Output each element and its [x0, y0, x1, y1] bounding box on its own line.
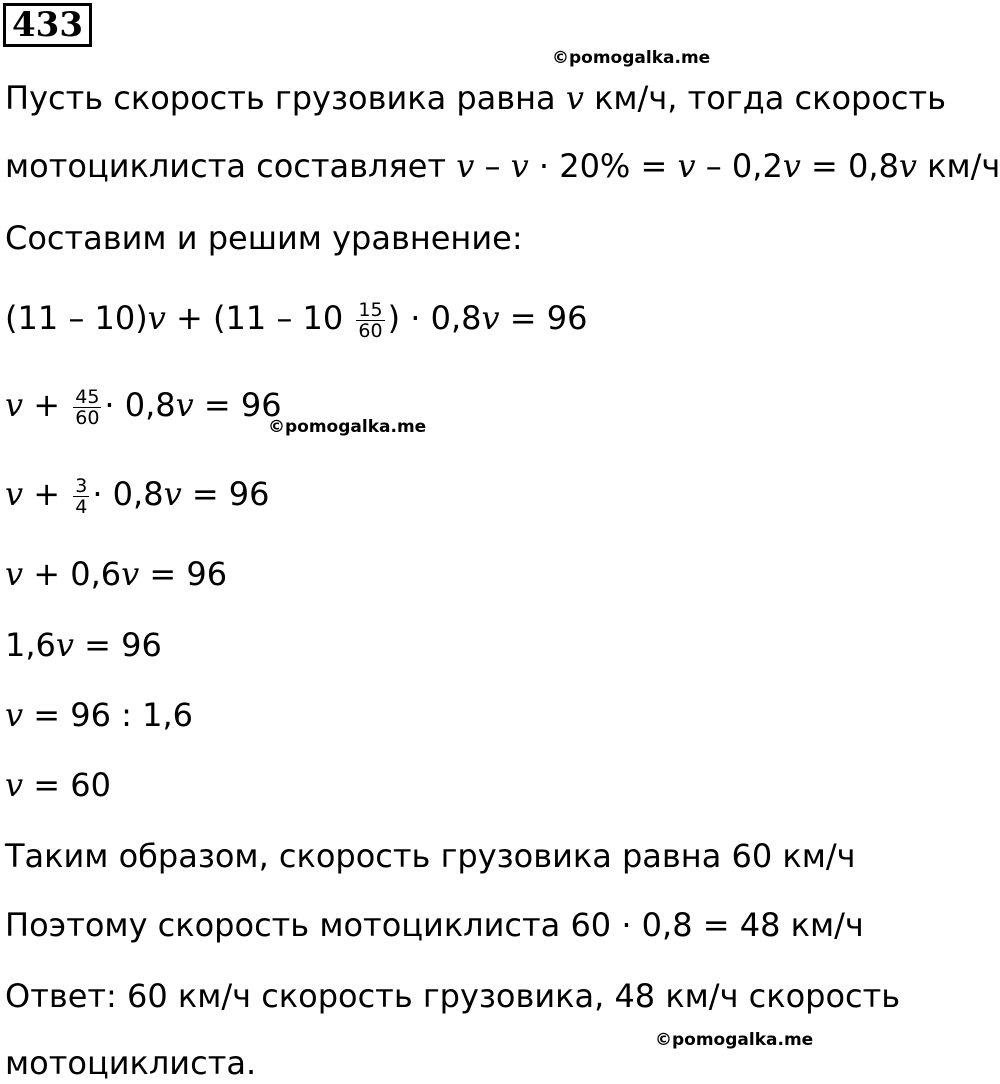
answer-line-1: Ответ: 60 км/ч скорость грузовика, 48 км/ч скорость — [5, 977, 901, 1015]
fraction-45-60: $\frac{45}{60}$ — [75, 385, 100, 429]
fraction-3-4: $\frac{3}{4}$ — [75, 474, 88, 518]
equation-line-3: v + $\frac{3}{4}$ · 0,8v = 96 — [5, 474, 270, 518]
answer-line-2: мотоциклиста. — [5, 1044, 257, 1082]
watermark-middle: ©pomogalka.me — [268, 417, 427, 437]
equation-line-6: v = 96 : 1,6 — [5, 696, 193, 734]
equation-line-1: (11 – 10)v + (11 – 10 $\frac{15}{60}$ ) · 0,8v = 96 — [5, 298, 588, 342]
equation-line-4: v + 0,6v = 96 — [5, 555, 228, 593]
problem-number: 433 — [3, 3, 92, 47]
equation-line-2: v + $\frac{45}{60}$ · 0,8v = 96 — [5, 385, 282, 429]
text-line-3: Составим и решим уравнение: — [5, 219, 523, 257]
equation-line-7: v = 60 — [5, 766, 111, 804]
text-line-2: мотоциклиста составляет v – v · 20% = v – 0,2v = 0,8v км/ч — [5, 147, 1000, 185]
watermark-bottom: ©pomogalka.me — [655, 1030, 814, 1050]
text-line-1: Пусть скорость грузовика равна v км/ч, тогда скорость — [5, 79, 946, 117]
watermark-top: ©pomogalka.me — [552, 48, 711, 68]
text-line-conclusion: Таким образом, скорость грузовика равна 60 км/ч — [5, 837, 856, 875]
equation-line-5: 1,6v = 96 — [5, 626, 162, 664]
fraction-15-60: $\frac{15}{60}$ — [358, 298, 383, 342]
text-line-moto-speed: Поэтому скорость мотоциклиста 60 · 0,8 = 48 км/ч — [5, 906, 864, 944]
